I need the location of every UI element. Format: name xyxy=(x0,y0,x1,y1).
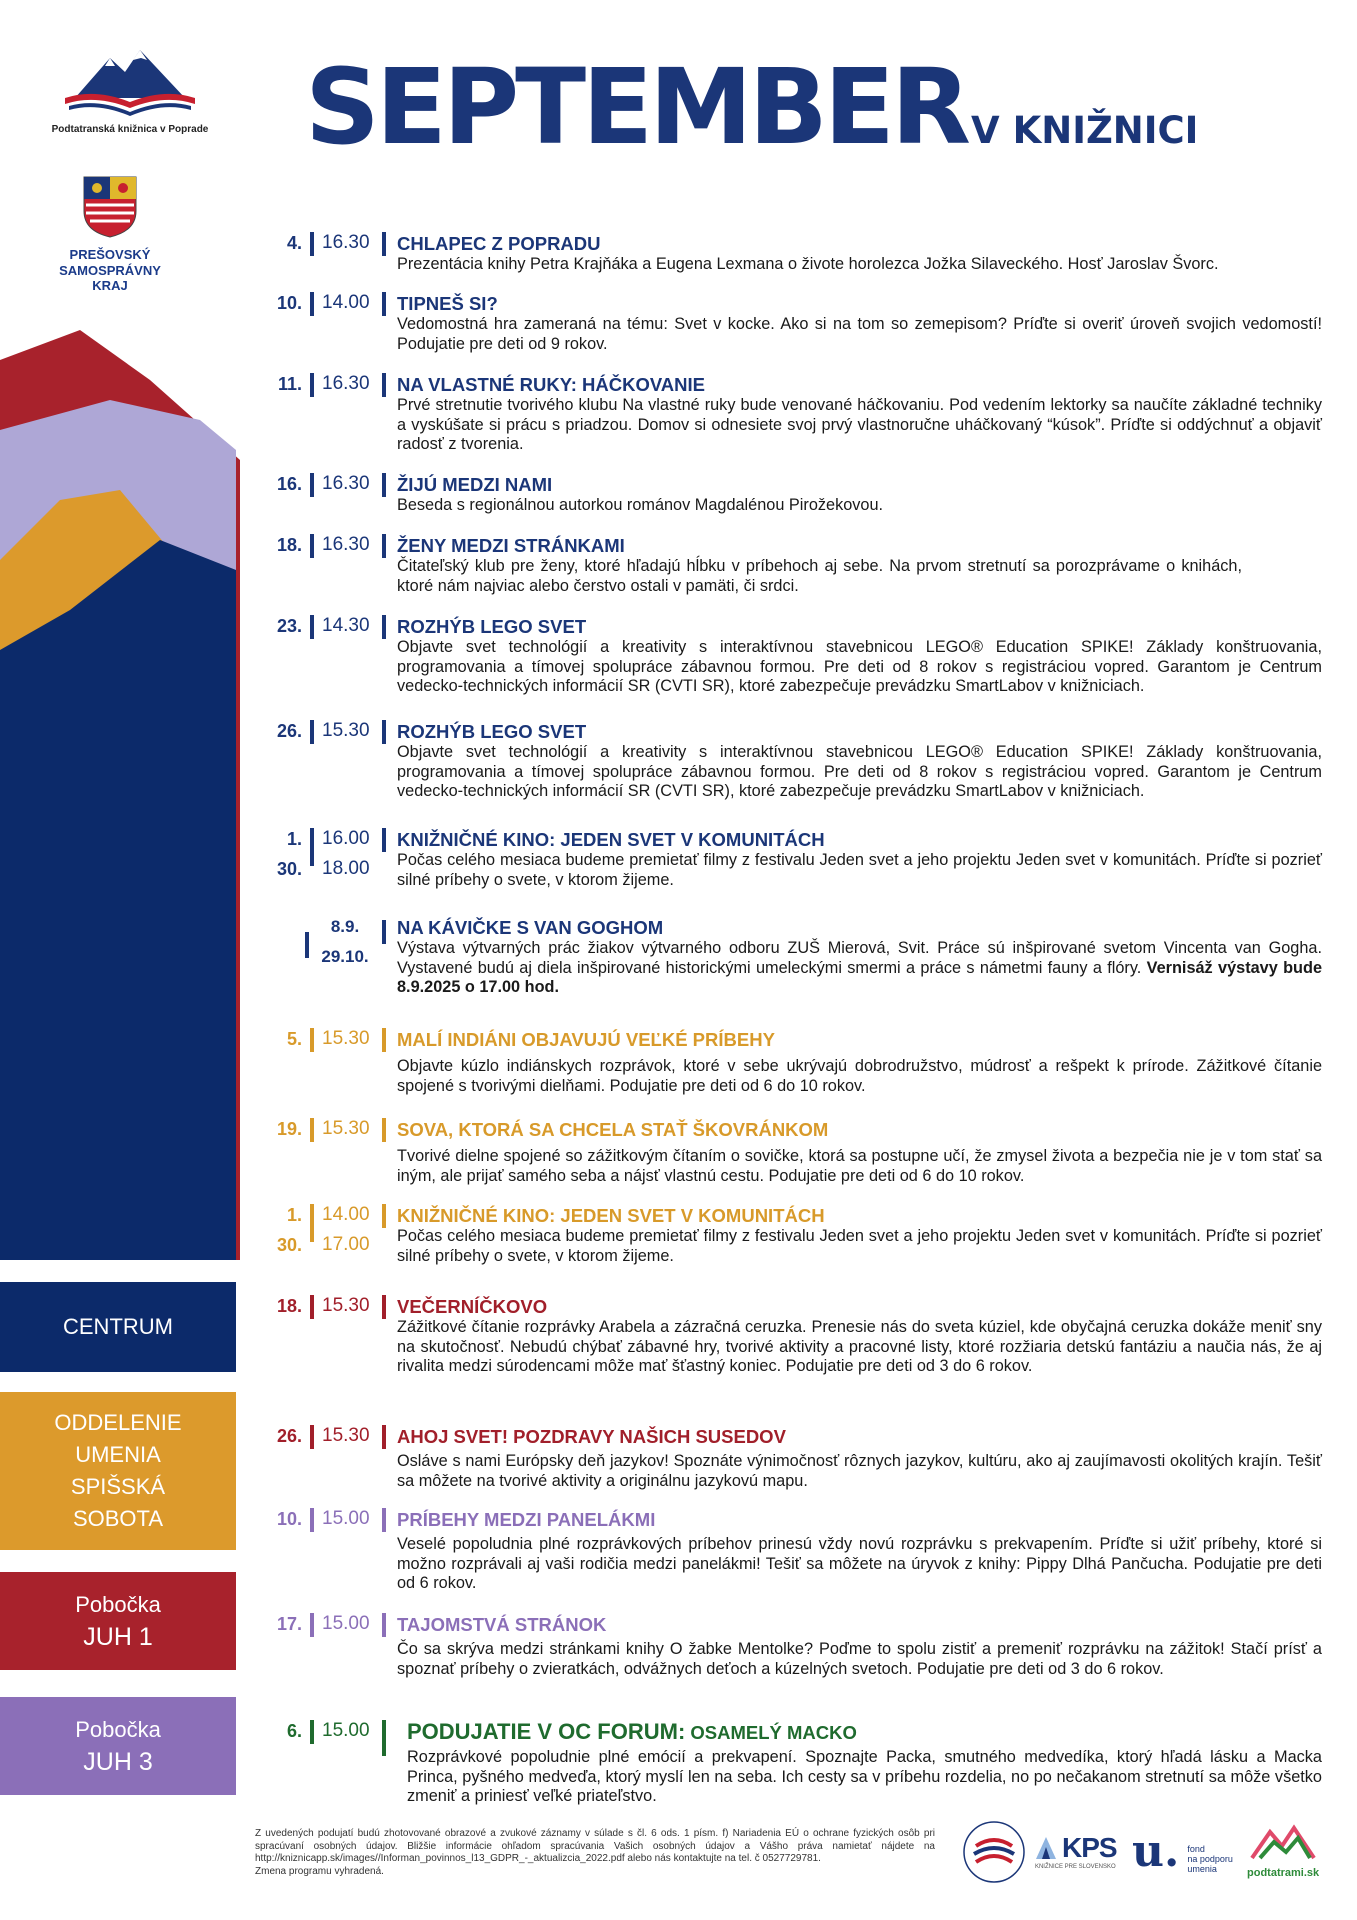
divider xyxy=(382,1204,386,1228)
event-description: Počas celého mesiaca budeme premietať filmy z festivalu Jeden svet a jeho projektu Jeden svet v komunitách. Príďte si pozrieť silné príbehy o svete, v ktorom žijeme. xyxy=(397,1227,1322,1265)
event-time: 16.30 xyxy=(322,373,370,394)
event-title: ŽENY MEDZI STRÁNKAMI xyxy=(397,535,625,556)
divider xyxy=(382,920,386,944)
podtatrami-icon xyxy=(1248,1822,1318,1862)
event-title: SOVA, KTORÁ SA CHCELA STAŤ ŠKOVRÁNKOM xyxy=(397,1119,829,1140)
divider xyxy=(310,615,314,639)
event-item xyxy=(262,1425,1322,1505)
branch-juh-1: Pobočka JUH 1 xyxy=(0,1572,236,1670)
event-date: 26. xyxy=(276,721,302,741)
event-description: Rozprávkové popoludnie plné emócií a prekvapení. Spoznajte Packa, smutného medvedíka, ktorý hľadá lásku a Macka Princa, pyšného medveďa, ktorý myslí len na seba. Ich cesty sa v príbehu rozdelia, no po nečakanom stretnutí sa môže všetko zmeniť a priniesť veľké priateľstvo. xyxy=(407,1748,1322,1805)
divider xyxy=(310,1118,314,1142)
event-date: 17. xyxy=(276,1614,302,1634)
divider xyxy=(382,1613,386,1637)
divider xyxy=(382,1295,386,1319)
event-item xyxy=(262,1295,1322,1375)
page-title xyxy=(305,46,1199,168)
event-title: TIPNEŠ SI? xyxy=(397,293,498,314)
event-time-range: 14.00 17.00 xyxy=(322,1204,370,1255)
event-item xyxy=(262,916,1322,996)
event-title: CHLAPEC Z POPRADU xyxy=(397,233,601,254)
branch-centrum: CENTRUM xyxy=(0,1282,236,1372)
event-description: Veselé popoludnia plné rozprávkových príbehov prinesú vždy novú rozprávku s prekvapením. Príďte si užiť príbehy, ktoré si možno rozprávali aj vaši rodičia medzi panelákmi! Tešiť sa môžete na úryvok z knihy: Pippy Dlhá Pančucha. Podujatie pre deti od 6 rokov. xyxy=(397,1535,1322,1592)
event-title: NA VLASTNÉ RUKY: HÁČKOVANIE xyxy=(397,374,705,395)
event-title: KNIŽNIČNÉ KINO: JEDEN SVET V KOMUNITÁCH xyxy=(397,1205,825,1226)
event-title: ŽIJÚ MEDZI NAMI xyxy=(397,474,553,495)
divider xyxy=(382,1508,386,1532)
mountain-book-icon xyxy=(55,40,205,120)
event-time: 15.30 xyxy=(322,1295,370,1316)
event-title: VEČERNÍČKOVO xyxy=(397,1296,548,1317)
gdpr-note: Z uvedených podujatí budú zhotovované obrazové a zvukové záznamy v súlade s čl. 6 ods. 1 písm. f) Nariadenia EÚ o ochrane fyzických osôb pri spracúvaní osobných údajov. Bližšie informácie ohľadom spracúvania Vašich osobných údajov a Vášho práva namietať nájdete na http://kniznicapp.sk/images//Informan_povinnos_l13_GDPR_-_aktualizcia_2022.pdf alebo nás kontaktujte na tel. č 0527729781. Zmena programu vyhradená. xyxy=(255,1828,935,1877)
vernissage-note: Vernisáž výstavy bude 8.9.2025 o 17.00 hod. xyxy=(397,958,1323,996)
cvti-logo xyxy=(962,1820,1026,1889)
divider xyxy=(310,720,314,744)
event-description: Čo sa skrýva medzi stránkami knihy O žabke Mentolke? Poďme to spolu zistiť a premeniť rozprávku na zážitok! Stačí prísť a spoznať príbehy o zvieratkách, odvážnych deťoch a kúzelných svetoch. Podujatie pre deti od 3 do 6 rokov. xyxy=(397,1640,1322,1678)
event-description: Počas celého mesiaca budeme premietať filmy z festivalu Jeden svet a jeho projektu Jeden svet v komunitách. Príďte si pozrieť silné príbehy o svete, v ktorom žijeme. xyxy=(397,851,1322,889)
event-title: ROZHÝB LEGO SVET xyxy=(397,616,587,637)
event-description: Prezentácia knihy Petra Krajňáka a Eugena Lexmana o živote horolezca Jožka Silaveckého. Hosť Jaroslav Švorc. xyxy=(397,255,1219,273)
event-date: 4. xyxy=(286,233,302,253)
divider xyxy=(382,232,386,256)
divider xyxy=(310,534,314,558)
event-title-prefix: PODUJATIE V OC FORUM: xyxy=(407,1719,686,1744)
event-date: 23. xyxy=(276,616,302,636)
event-description: Beseda s regionálnou autorkou románov Magdalénou Pirožekovou. xyxy=(397,496,884,514)
divider xyxy=(310,1508,314,1532)
event-date-range: 8.9. 29.10. xyxy=(321,917,369,966)
event-description: Objavte kúzlo indiánskych rozprávok, ktoré v sebe ukrývajú dobrodružstvo, múdrosť a rešpekt k prírode. Zážitkové čítanie spojené s tvorivými dielňami. Podujatie pre deti od 6 do 10 rokov. xyxy=(397,1057,1322,1095)
event-title: ROZHÝB LEGO SVET xyxy=(397,721,587,742)
divider xyxy=(310,1028,314,1052)
event-item xyxy=(262,292,1322,372)
event-description: Objavte svet technológií a kreativity s interaktívnou stavebnicou LEGO® Education SPIKE! Základy konštruovania, programovania a tímovej spolupráce zábavnou formou. Pre deti od 8 rokov s registráciou vopred. Garantom je Centrum vedecko-technických informácií SR (CVTI SR), ktoré zabezpečuje prevádzku SmartLabov v knižniciach. xyxy=(397,638,1322,695)
event-time-range: 16.00 18.00 xyxy=(322,828,370,879)
event-item xyxy=(262,1508,1322,1592)
event-time: 15.00 xyxy=(322,1613,370,1634)
divider xyxy=(310,292,314,316)
event-item xyxy=(262,828,1322,908)
event-description: Vedomostná hra zameraná na tému: Svet v kocke. Ako si na tom so zemepisom? Príďte si overiť úroveň svojich vedomostí! Podujatie pre deti od 9 rokov. xyxy=(397,315,1322,353)
divider xyxy=(382,292,386,316)
event-item xyxy=(262,373,1322,453)
event-description: Čitateľský klub pre ženy, ktoré hľadajú hĺbku v príbehoch aj sebe. Na prvom stretnutí sa porozprávame o knihách, ktoré nám najviac alebo čerstvo ostali v pamäti, či srdci. xyxy=(397,557,1242,595)
event-time: 14.30 xyxy=(322,615,370,636)
divider xyxy=(382,1028,386,1052)
branch-juh-3: Pobočka JUH 3 xyxy=(0,1697,236,1795)
event-date: 26. xyxy=(276,1426,302,1446)
event-date: 18. xyxy=(276,535,302,555)
region-logo xyxy=(55,175,165,294)
event-date: 5. xyxy=(286,1029,302,1049)
library-name: Podtatranská knižnica v Poprade xyxy=(51,124,209,135)
event-description: Prvé stretnutie tvorivého klubu Na vlastné ruky bude venované háčkovaniu. Pod vedením lektorky sa naučíte základné techniky a vyskúšate si prácu s priadzou. Domov si odnesiete svoj prvý vlastnoručne uháčkovaný “kúsok”. Príďte si oddýchnuť a objaviť radosť z tvorenia. xyxy=(397,396,1322,453)
event-item xyxy=(262,1118,1322,1198)
branch-oddelenie-umenia: ODDELENIE UMENIA SPIŠSKÁ SOBOTA xyxy=(0,1392,236,1550)
event-date: 6. xyxy=(286,1721,302,1741)
event-date: 16. xyxy=(276,474,302,494)
event-date: 10. xyxy=(276,293,302,313)
event-item xyxy=(262,1613,1322,1693)
event-title: TAJOMSTVÁ STRÁNOK xyxy=(397,1614,607,1635)
event-title: PRÍBEHY MEDZI PANELÁKMI xyxy=(397,1509,656,1530)
divider xyxy=(310,232,314,256)
event-description: Osláve s nami Európsky deň jazykov! Spoznáte výnimočnosť rôznych jazykov, kultúru, ako aj zaujímavosti okolitých krajín. Tešiť sa môžete na tvorivé aktivity a originálnu jazykovú mapu. xyxy=(397,1452,1322,1490)
divider xyxy=(382,828,386,852)
event-item xyxy=(262,1719,1322,1805)
event-title: MALÍ INDIÁNI OBJAVUJÚ VEĽKÉ PRÍBEHY xyxy=(397,1029,775,1050)
event-time: 15.00 xyxy=(322,1720,370,1741)
event-item xyxy=(262,615,1322,695)
coat-of-arms-icon xyxy=(82,175,138,239)
divider xyxy=(382,473,386,497)
cvti-icon xyxy=(962,1820,1026,1884)
event-item xyxy=(262,534,1322,614)
divider xyxy=(310,828,314,866)
event-time: 15.30 xyxy=(322,720,370,741)
library-logo xyxy=(40,40,220,135)
divider xyxy=(382,615,386,639)
divider xyxy=(310,1204,314,1242)
event-time: 14.00 xyxy=(322,292,370,313)
event-date-range: 1. 30. xyxy=(276,829,302,879)
fsu-logo: u. fond na podporu umenia xyxy=(1132,1826,1233,1877)
event-date: 19. xyxy=(276,1119,302,1139)
event-date: 11. xyxy=(277,374,302,394)
divider xyxy=(310,1295,314,1319)
divider xyxy=(382,534,386,558)
month-subtitle: V KNIŽNICI xyxy=(971,109,1199,152)
divider xyxy=(310,1425,314,1449)
event-item xyxy=(262,720,1322,800)
divider xyxy=(310,473,314,497)
month-title: SEPTEMBER xyxy=(305,46,968,168)
mountain-decoration xyxy=(0,320,240,1260)
event-description: Tvorivé dielne spojené so zážitkovým čítaním o sovičke, ktorá sa postupne učí, že zmysel života a bezpečia nie je v tom stať sa iným, ale prijať samého seba a nájsť vlastnú cestu. Podujatie pre deti od 6 do 10 rokov. xyxy=(397,1147,1322,1185)
kps-logo: KPS KNIŽNICE PRE SLOVENSKO xyxy=(1034,1832,1117,1870)
event-description: Objavte svet technológií a kreativity s interaktívnou stavebnicou LEGO® Education SPIKE! Základy konštruovania, programovania a tímovej spolupráce zábavnou formou. Pre deti od 8 rokov s registráciou vopred. Garantom je Centrum vedecko-technických informácií SR (CVTI SR), ktoré zabezpečuje prevádzku SmartLabov v knižniciach. xyxy=(397,743,1322,800)
divider xyxy=(382,373,386,397)
event-time: 15.00 xyxy=(322,1508,370,1529)
event-time: 15.30 xyxy=(322,1028,370,1049)
event-title: AHOJ SVET! POZDRAVY NAŠICH SUSEDOV xyxy=(397,1426,786,1447)
divider xyxy=(310,1613,314,1637)
kps-icon xyxy=(1034,1835,1058,1861)
event-date: 18. xyxy=(276,1296,302,1316)
divider xyxy=(382,1720,386,1756)
divider xyxy=(310,373,314,397)
divider xyxy=(305,932,309,958)
event-description: Výstava výtvarných prác žiakov výtvarného odboru ZUŠ Mierová, Svit. Práce sú inšpirované svetom Vincenta van Gogha. Vystavené budú aj diela inšpirované historickými umeleckými smermi a práce s námetmi fauny a flóry. Vernisáž výstavy bude 8.9.2025 o 17.00 hod. xyxy=(397,939,1323,996)
podtatrami-logo: podtatrami.sk xyxy=(1247,1822,1319,1879)
event-time: 16.30 xyxy=(322,534,370,555)
event-time: 16.30 xyxy=(322,232,370,253)
divider xyxy=(382,1425,386,1449)
event-date-range: 1. 30. xyxy=(276,1205,302,1255)
event-time: 15.30 xyxy=(322,1118,370,1139)
region-name: PREŠOVSKÝ SAMOSPRÁVNY KRAJ xyxy=(59,247,161,294)
event-title: PODUJATIE V OC FORUM: OSAMELÝ MACKO xyxy=(407,1719,857,1744)
divider xyxy=(382,1118,386,1142)
divider xyxy=(382,720,386,744)
event-title: NA KÁVIČKE S VAN GOGHOM xyxy=(397,917,664,938)
event-description: Zážitkové čítanie rozprávky Arabela a zázračná ceruzka. Prenesie nás do sveta kúziel, kde obyčajná ceruzka dokáže meniť sny na skutočnosť. Nebudú chýbať zábavné hry, tvorivé aktivity a pracovné listy, ktoré rozžiaria detskú fantáziu a naučia nás, že aj rivalita medzi súrodencami môže mať šťastný koniec. Podujatie pre deti od 3 do 6 rokov. xyxy=(397,1318,1322,1375)
divider xyxy=(310,1720,314,1744)
event-title: KNIŽNIČNÉ KINO: JEDEN SVET V KOMUNITÁCH xyxy=(397,829,825,850)
partner-logos xyxy=(962,1818,1337,1896)
event-item xyxy=(262,1204,1322,1284)
event-time: 15.30 xyxy=(322,1425,370,1446)
event-time: 16.30 xyxy=(322,473,370,494)
event-item xyxy=(262,1028,1322,1108)
event-date: 10. xyxy=(276,1509,302,1529)
